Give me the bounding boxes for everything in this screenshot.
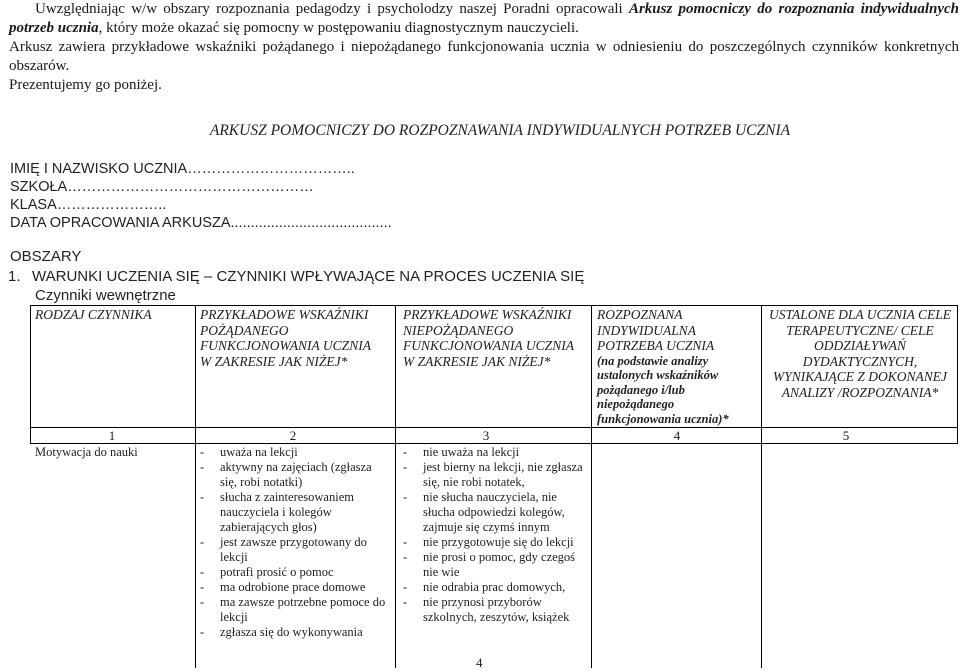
column-number-3: 3 <box>482 428 490 443</box>
column-number-1: 1 <box>108 428 116 443</box>
intro-paragraph-1 <box>9 0 959 38</box>
list-item: - nie słucha nauczyciela, nie słucha odpowiedzi kolegów, zajmuje się czymś innym <box>403 490 565 534</box>
table-col-divider-2 <box>195 305 196 668</box>
intro-p1-tail: , który może okazać się pomocny w postępowaniu diagnostycznym nauczycieli. <box>98 20 579 36</box>
table-col-divider-4 <box>591 305 592 668</box>
list-item: - zgłasza się do wykonywania <box>200 625 363 639</box>
factors-label: Czynniki wewnętrzne <box>35 287 176 304</box>
table-col-divider-5 <box>761 305 762 668</box>
school-line[interactable]: SZKOŁA…………………………………………… <box>10 179 314 195</box>
column-number-5: 5 <box>842 428 850 443</box>
table-col-divider-1 <box>30 305 31 443</box>
page-number: 4 <box>476 655 483 670</box>
undesirable-list <box>403 445 585 625</box>
intro-paragraph-2: Arkusz zawiera przykładowe wskaźniki pożądanego i niepożądanego funkcjonowania ucznia w odniesieniu do poszczególnych czynników konkretnych obszarów. <box>9 39 959 74</box>
desirable-list <box>200 445 390 640</box>
list-item: - nie prosi o pomoc, gdy czegoś nie wie <box>403 550 576 579</box>
section-number: 1. <box>8 268 21 285</box>
section-title: WARUNKI UCZENIA SIĘ – CZYNNIKI WPŁYWAJĄCE NA PROCES UCZENIA SIĘ <box>32 268 585 285</box>
list-item: - nie przynosi przyborów szkolnych, zeszytów, książek <box>403 595 570 624</box>
table-col-divider-3 <box>395 305 396 668</box>
list-item: - ma zawsze potrzebne pomoce do lekcji <box>200 595 386 624</box>
student-info-fields <box>10 160 392 232</box>
header-undesirable-indicators: PRZYKŁADOWE WSKAŹNIKI NIEPOŻĄDANEGO FUNKCJONOWANIA UCZNIA W ZAKRESIE JAK NIŻEJ* <box>403 307 574 369</box>
header-recognized-need-note: (na podstawie analizy ustalonych wskaźników pożądanego i/lub niepożądanego funkcjonowania ucznia)* <box>597 353 729 426</box>
list-item: - jest bierny na lekcji, nie zgłasza się, nie robi notatek, <box>403 460 583 489</box>
student-name-line[interactable]: IMIĘ I NAZWISKO UCZNIA…………………………….. <box>10 161 355 177</box>
list-item: - potrafi prosić o pomoc <box>200 565 334 579</box>
worksheet-title <box>0 122 960 140</box>
list-item: - nie przygotowuje się do lekcji <box>403 535 574 549</box>
column-number-4: 4 <box>673 428 681 443</box>
list-item: - uważa na lekcji <box>200 445 298 459</box>
column-number-2: 2 <box>289 428 297 443</box>
areas-heading: OBSZARY <box>10 248 82 265</box>
section-heading <box>8 268 584 285</box>
list-item: - nie odrabia prac domowych, <box>403 580 566 594</box>
intro-p1-bold: Arkusz pomocniczy do rozpoznania indywidualnych potrzeb ucznia <box>9 1 960 36</box>
table-rule-top <box>30 305 958 306</box>
list-item: - nie uważa na lekcji <box>403 445 520 459</box>
class-line[interactable]: KLASA………………….. <box>10 197 167 213</box>
intro-p1-plain: Uwzględniając w/w obszary rozpoznania pedagodzy i psycholodzy naszej Poradni opracowali <box>35 1 629 17</box>
date-line[interactable]: DATA OPRACOWANIA ARKUSZA........................................ <box>10 215 392 231</box>
list-item: - słucha z zainteresowaniem nauczyciela i kolegów zabierających głos) <box>200 490 354 534</box>
list-item: - aktywny na zajęciach (zgłasza się, robi notatki) <box>200 460 372 489</box>
intro-paragraph-3: Prezentujemy go poniżej. <box>9 77 162 93</box>
factor-name: Motywacja do nauki <box>35 445 138 459</box>
header-goals: USTALONE DLA UCZNIA CELE TERAPEUTYCZNE/ CELE ODDZIAŁYWAŃ DYDAKTYCZNYCH, WYNIKAJĄCE Z DOKONANEJ ANALIZY /ROZPOZNANIA* <box>769 307 951 400</box>
table-col-divider-6 <box>957 305 958 443</box>
list-item: - ma odrobione prace domowe <box>200 580 366 594</box>
list-item: - jest zawsze przygotowany do lekcji <box>200 535 367 564</box>
worksheet-title-text: ARKUSZ POMOCNICZY DO ROZPOZNAWANIA INDYWIDUALNYCH POTRZEB UCZNIA <box>209 122 791 139</box>
header-recognized-need <box>597 307 757 426</box>
header-recognized-need-title: ROZPOZNANA INDYWIDUALNA POTRZEBA UCZNIA <box>597 307 715 353</box>
header-desirable-indicators: PRZYKŁADOWE WSKAŹNIKI POŻĄDANEGO FUNKCJONOWANIA UCZNIA W ZAKRESIE JAK NIŻEJ* <box>200 307 371 369</box>
intro-text <box>9 0 959 95</box>
header-factor-type: RODZAJ CZYNNIKA <box>35 307 152 322</box>
